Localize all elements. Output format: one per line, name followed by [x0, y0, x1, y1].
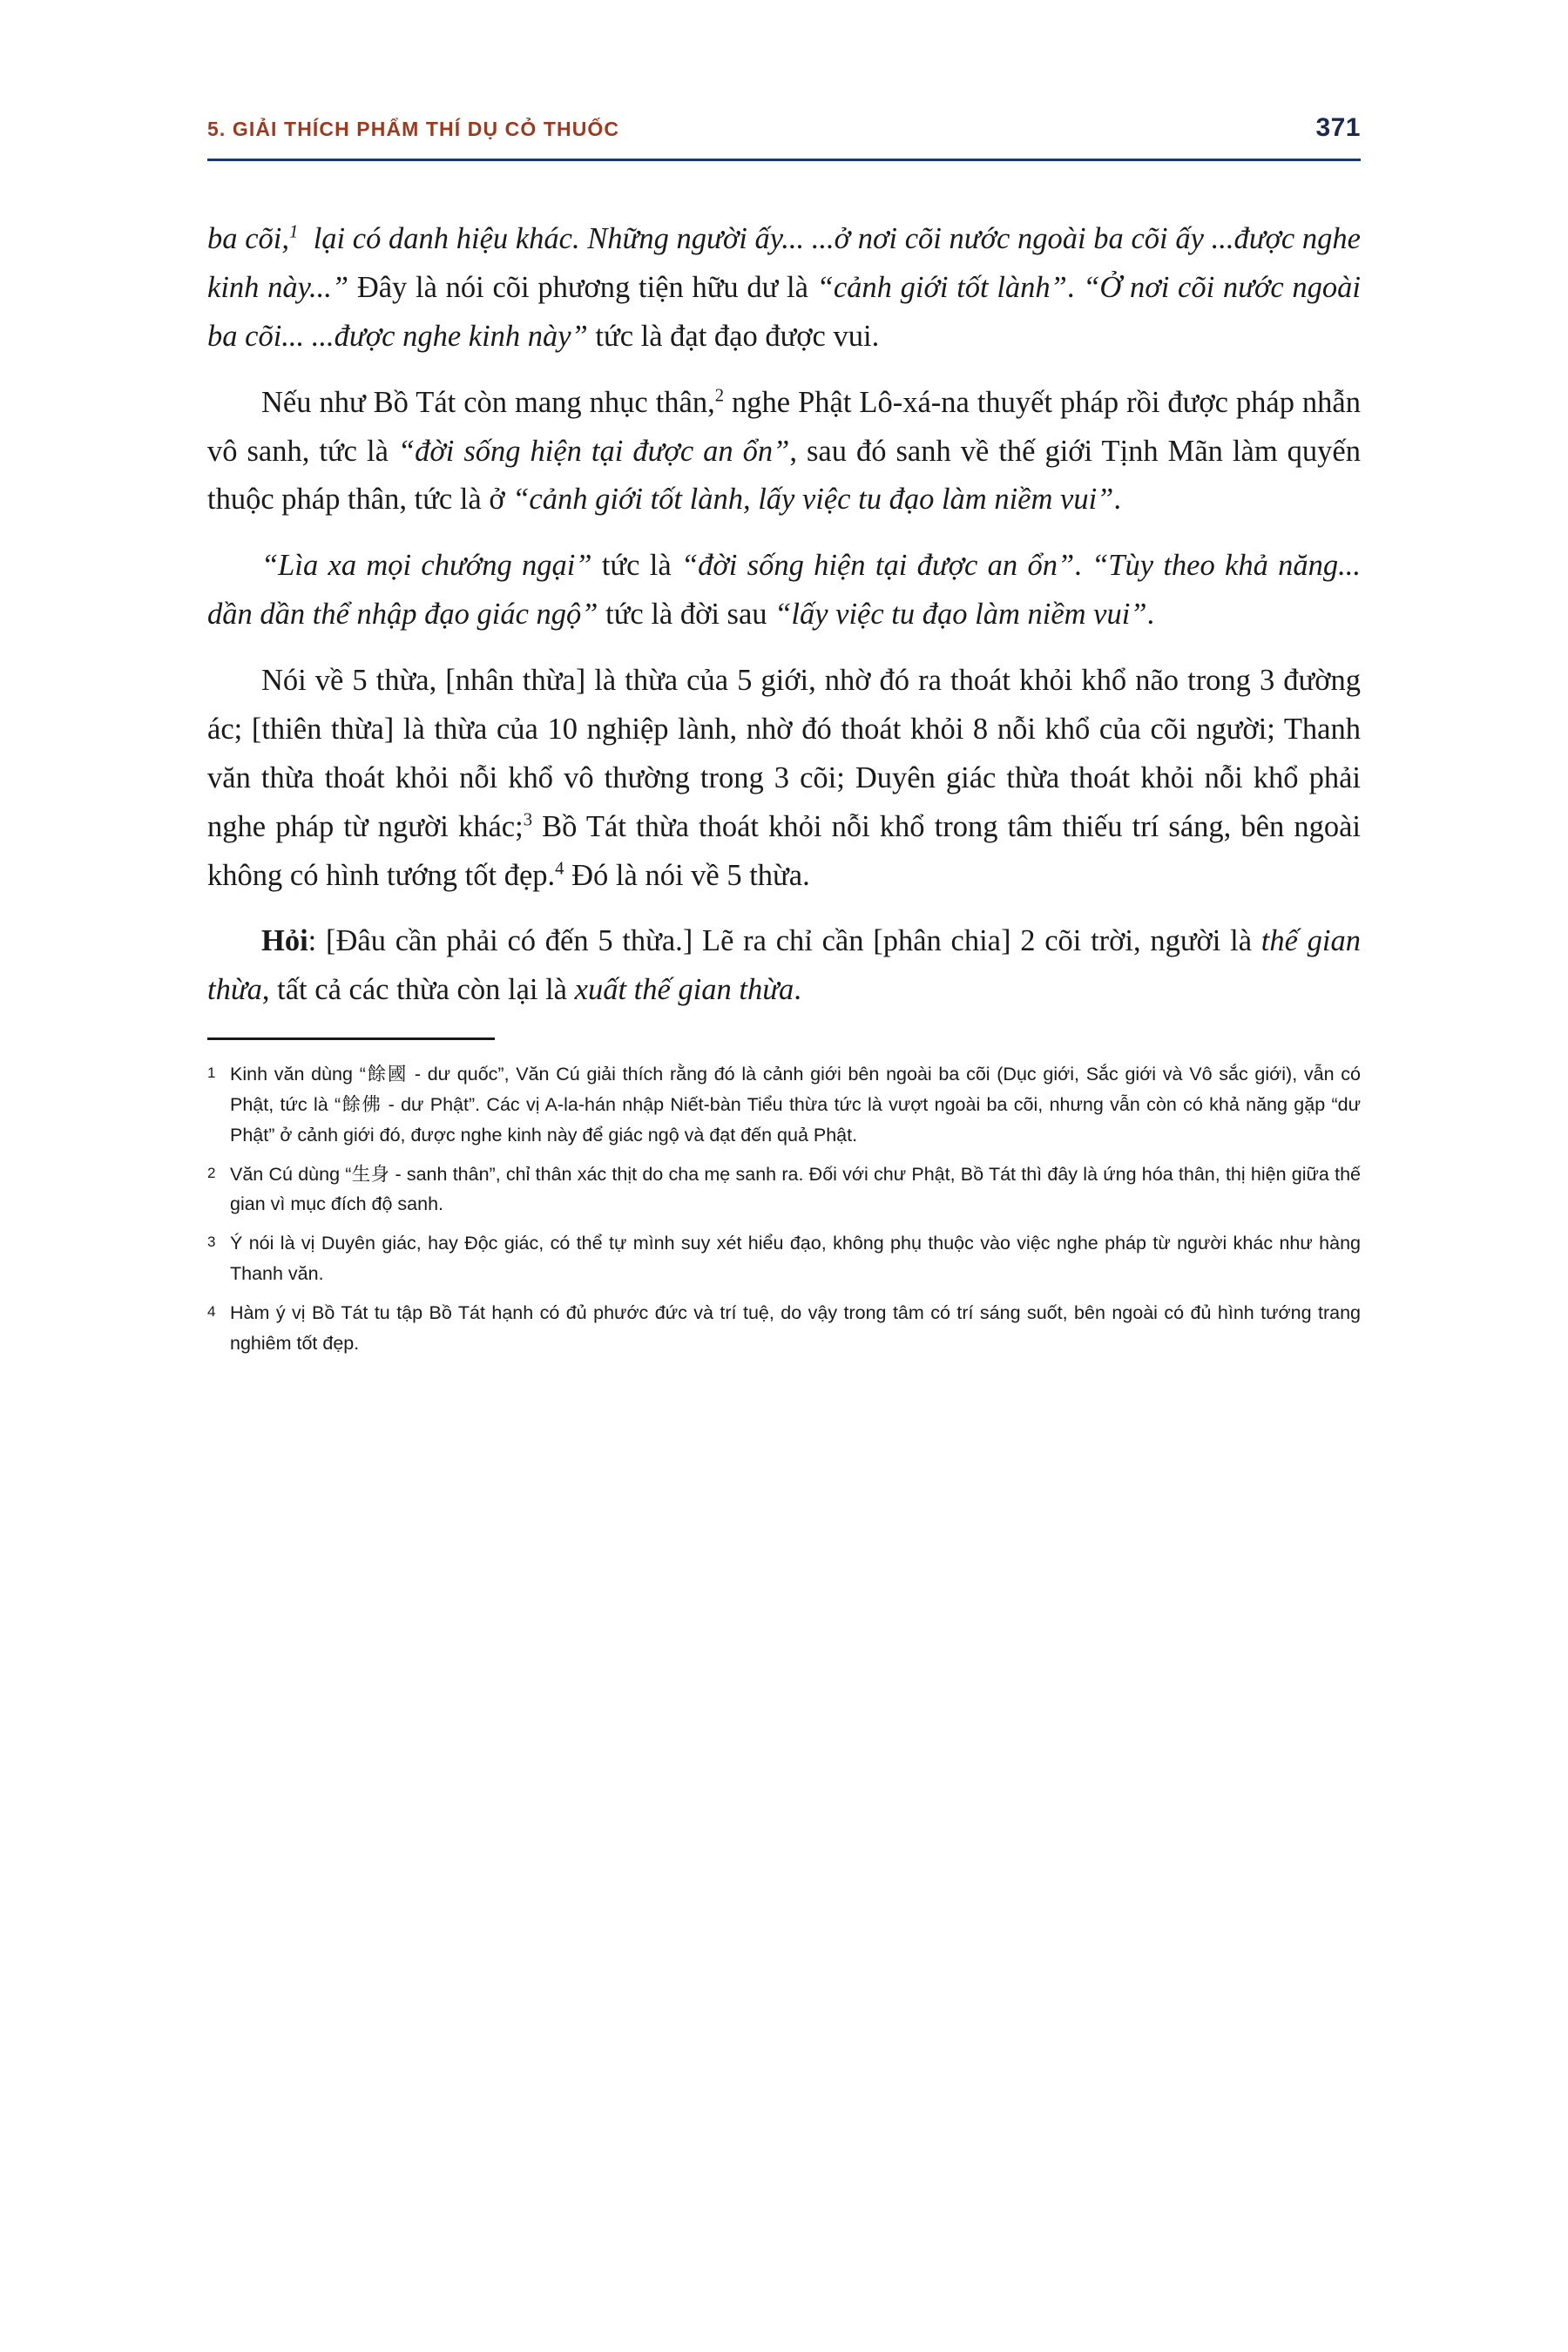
page-number: 371 [1315, 113, 1361, 142]
footnote-item [207, 1059, 1361, 1150]
paragraph: “Lìa xa mọi chướng ngại” tức là “đời sống hiện tại được an ổn”. “Tùy theo khả năng... dần dần thể nhập đạo giác ngộ” tức là đời sau “lấy việc tu đạo làm niềm vui”. [207, 549, 1362, 632]
paragraph: ba cõi,$^1$ lại có danh hiệu khác. Những người ấy... ...ở nơi cõi nước ngoài ba cõi ấy ...được nghe kinh này...” Đây là nói cõi phương tiện hữu dư là “cảnh giới tốt lành”. “Ở nơi cõi nước ngoài ba cõi... ...được nghe kinh này” tức là đạt đạo được vui. [207, 222, 1362, 353]
page-content [207, 113, 1361, 1368]
footnote-text: Văn Cú dùng “生身 - sanh thân”, chỉ thân xác thịt do cha mẹ sanh ra. Đối với chư Phật, Bồ Tát thì đây là ứng hóa thân, thị hiện giữa thế gian vì mục đích độ sanh. [230, 1163, 1361, 1215]
body-text [207, 215, 1361, 1015]
footnote-marker: 2 [207, 1164, 216, 1181]
footnote-list [207, 1059, 1361, 1358]
footnote-divider [207, 1037, 495, 1040]
footnote-marker: 4 [207, 1302, 216, 1320]
footnote-marker: 1 [207, 1064, 216, 1082]
footnote-text: Kinh văn dùng “餘國 - dư quốc”, Văn Cú giải thích rằng đó là cảnh giới bên ngoài ba cõi (Dục giới, Sắc giới và Vô sắc giới), vẫn có Phật, tức là “餘佛 - dư Phật”. Các vị A-la-hán nhập Niết-bàn Tiểu thừa tức là vượt ngoài ba cõi, nhưng vẫn còn có khả năng gặp “dư Phật” ở cảnh giới đó, được nghe kinh này để giác ngộ và đạt đến quả Phật. [230, 1064, 1361, 1146]
paragraph: Hỏi: [Đâu cần phải có đến 5 thừa.] Lẽ ra chỉ cần [phân chia] 2 cõi trời, người là thế gian thừa, tất cả các thừa còn lại là xuất thế gian thừa. [207, 924, 1361, 1007]
footnote-text: Ý nói là vị Duyên giác, hay Độc giác, có thể tự mình suy xét hiểu đạo, không phụ thuộc vào việc nghe pháp từ người khác như hàng Thanh văn. [230, 1233, 1361, 1285]
header-divider [207, 159, 1361, 161]
paragraph: Nói về 5 thừa, [nhân thừa] là thừa của 5 giới, nhờ đó ra thoát khỏi khổ não trong 3 đường ác; [thiên thừa] là thừa của 10 nghiệp lành, nhờ đó thoát khỏi 8 nỗi khổ của cõi người; Thanh văn thừa thoát khỏi nỗi khổ vô thường trong 3 cõi; Duyên giác thừa thoát khỏi nỗi khổ phải nghe pháp từ người khác;$^3$ Bồ Tát thừa thoát khỏi nỗi khổ trong tâm thiếu trí sáng, bên ngoài không có hình tướng tốt đẹp.$^4$ Đó là nói về 5 thừa. [207, 664, 1362, 892]
page-header [207, 113, 1361, 157]
footnote-item [207, 1159, 1361, 1220]
footnote-item [207, 1228, 1361, 1289]
running-title: 5. GIẢI THÍCH PHẨM THÍ DỤ CỎ THUỐC [207, 118, 620, 140]
footnote-marker: 3 [207, 1233, 216, 1251]
footnote-item [207, 1298, 1361, 1359]
footnote-text: Hàm ý vị Bồ Tát tu tập Bồ Tát hạnh có đủ phước đức và trí tuệ, do vậy trong tâm có trí sáng suốt, bên ngoài có đủ hình tướng trang nghiêm tốt đẹp. [230, 1301, 1361, 1354]
paragraph: Nếu như Bồ Tát còn mang nhục thân,$^2$ nghe Phật Lô-xá-na thuyết pháp rồi được pháp nhẫn vô sanh, tức là “đời sống hiện tại được an ổn”, sau đó sanh về thế giới Tịnh Mãn làm quyến thuộc pháp thân, tức là ở “cảnh giới tốt lành, lấy việc tu đạo làm niềm vui”. [207, 385, 1361, 517]
